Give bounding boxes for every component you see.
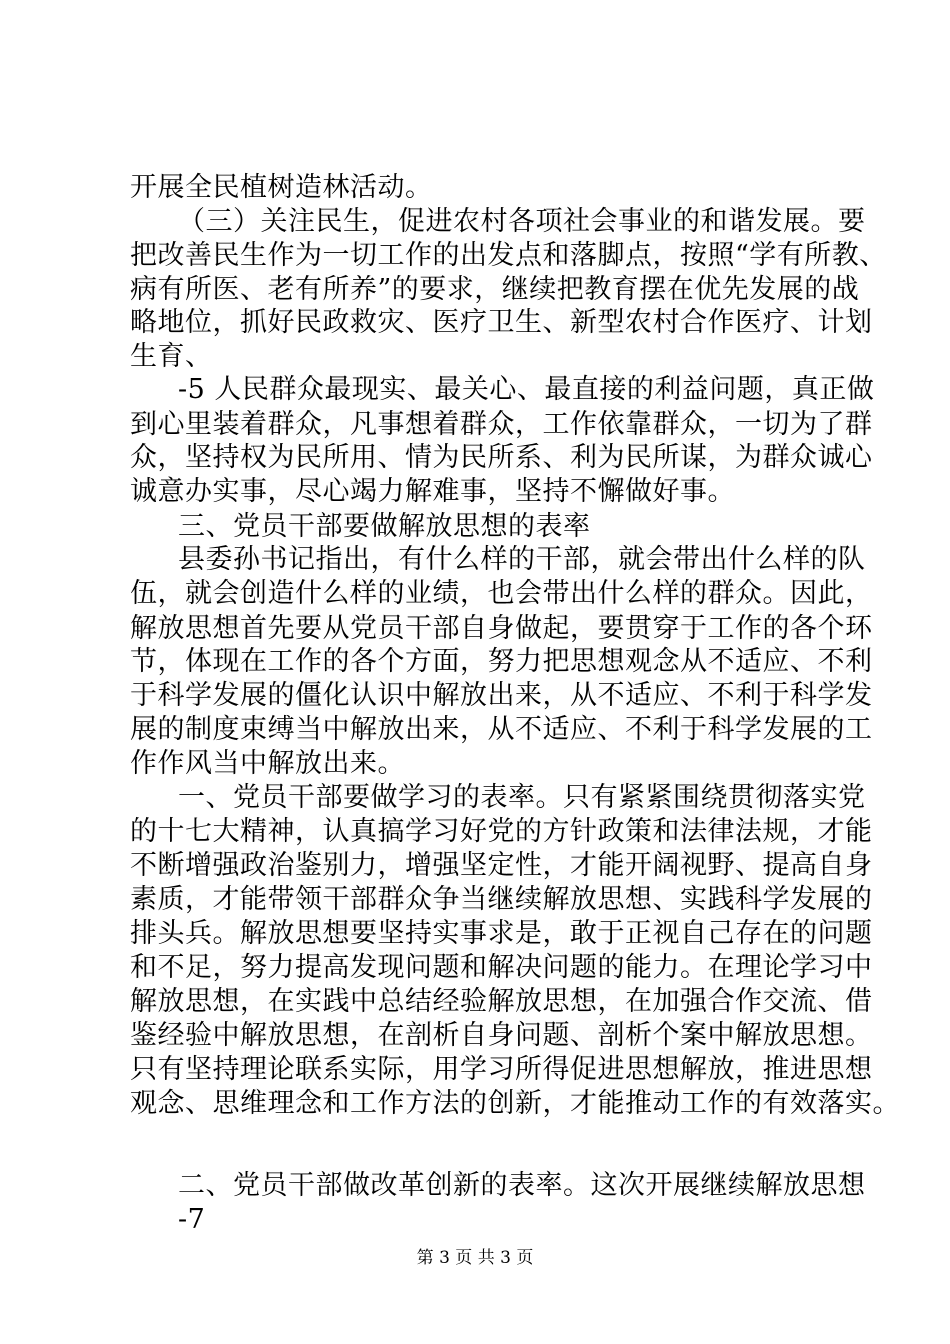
text-line: 和不足，努力提高发现问题和解决问题的能力。在理论学习中 [130,952,873,983]
text-line: 于科学发展的僵化认识中解放出来，从不适应、不利于科学发 [130,680,873,711]
page-marker: -7 [178,1204,206,1235]
text-line: 鉴经验中解放思想，在剖析自身问题、剖析个案中解放思想。 [130,1020,873,1051]
text-line: 县委孙书记指出，有什么样的干部，就会带出什么样的队 [178,544,866,575]
text-line: 观念、思维理念和工作方法的创新，才能推动工作的有效落实。 [130,1088,900,1119]
text-line: 的十七大精神，认真搞学习好党的方针政策和法律法规，才能 [130,816,873,847]
text-line: 解放思想首先要从党员干部自身做起，要贯穿于工作的各个环 [130,613,873,644]
text-line: 众，坚持权为民所用、情为民所系、利为民所谋，为群众诚心 [130,442,873,473]
text-line: 生育、 [130,341,213,372]
text-line: 到心里装着群众，凡事想着群众，工作依靠群众，一切为了群 [130,409,873,440]
text-line: 病有所医、老有所养”的要求，继续把教育摆在优先发展的战 [130,274,860,305]
text-line: 展的制度束缚当中解放出来，从不适应、不利于科学发展的工 [130,714,873,745]
text-line: 素质，才能带领干部群众争当继续解放思想、实践科学发展的 [130,884,873,915]
text-line: 二、党员干部做改革创新的表率。这次开展继续解放思想 [178,1170,866,1201]
section-heading: 三、党员干部要做解放思想的表率 [178,511,591,542]
text-line: 把改善民生作为一切工作的出发点和落脚点，按照“学有所教、 [130,240,887,271]
text-line: （三）关注民生，促进农村各项社会事业的和谐发展。要 [178,206,866,237]
text-line: 排头兵。解放思想要坚持实事求是，敢于正视自己存在的问题 [130,918,873,949]
text-line: -5 人民群众最现实、最关心、最直接的利益问题，真正做 [178,374,875,405]
text-line: 开展全民植树造林活动。 [130,172,433,203]
text-line: 不断增强政治鉴别力，增强坚定性，才能开阔视野、提高自身 [130,850,873,881]
text-line: 节，体现在工作的各个方面，努力把思想观念从不适应、不利 [130,646,873,677]
text-line: 略地位，抓好民政救灾、医疗卫生、新型农村合作医疗、计划 [130,307,873,338]
text-line: 只有坚持理论联系实际，用学习所得促进思想解放，推进思想 [130,1054,873,1085]
text-line: 一、党员干部要做学习的表率。只有紧紧围绕贯彻落实党 [178,782,866,813]
text-line: 解放思想，在实践中总结经验解放思想，在加强合作交流、借 [130,986,873,1017]
page-footer: 第 3 页 共 3 页 [416,1248,534,1268]
text-line: 伍，就会创造什么样的业绩，也会带出什么样的群众。因此， [130,578,873,609]
text-line: 诚意办实事，尽心竭力解难事，坚持不懈做好事。 [130,476,735,507]
text-line: 作作风当中解放出来。 [130,748,405,779]
